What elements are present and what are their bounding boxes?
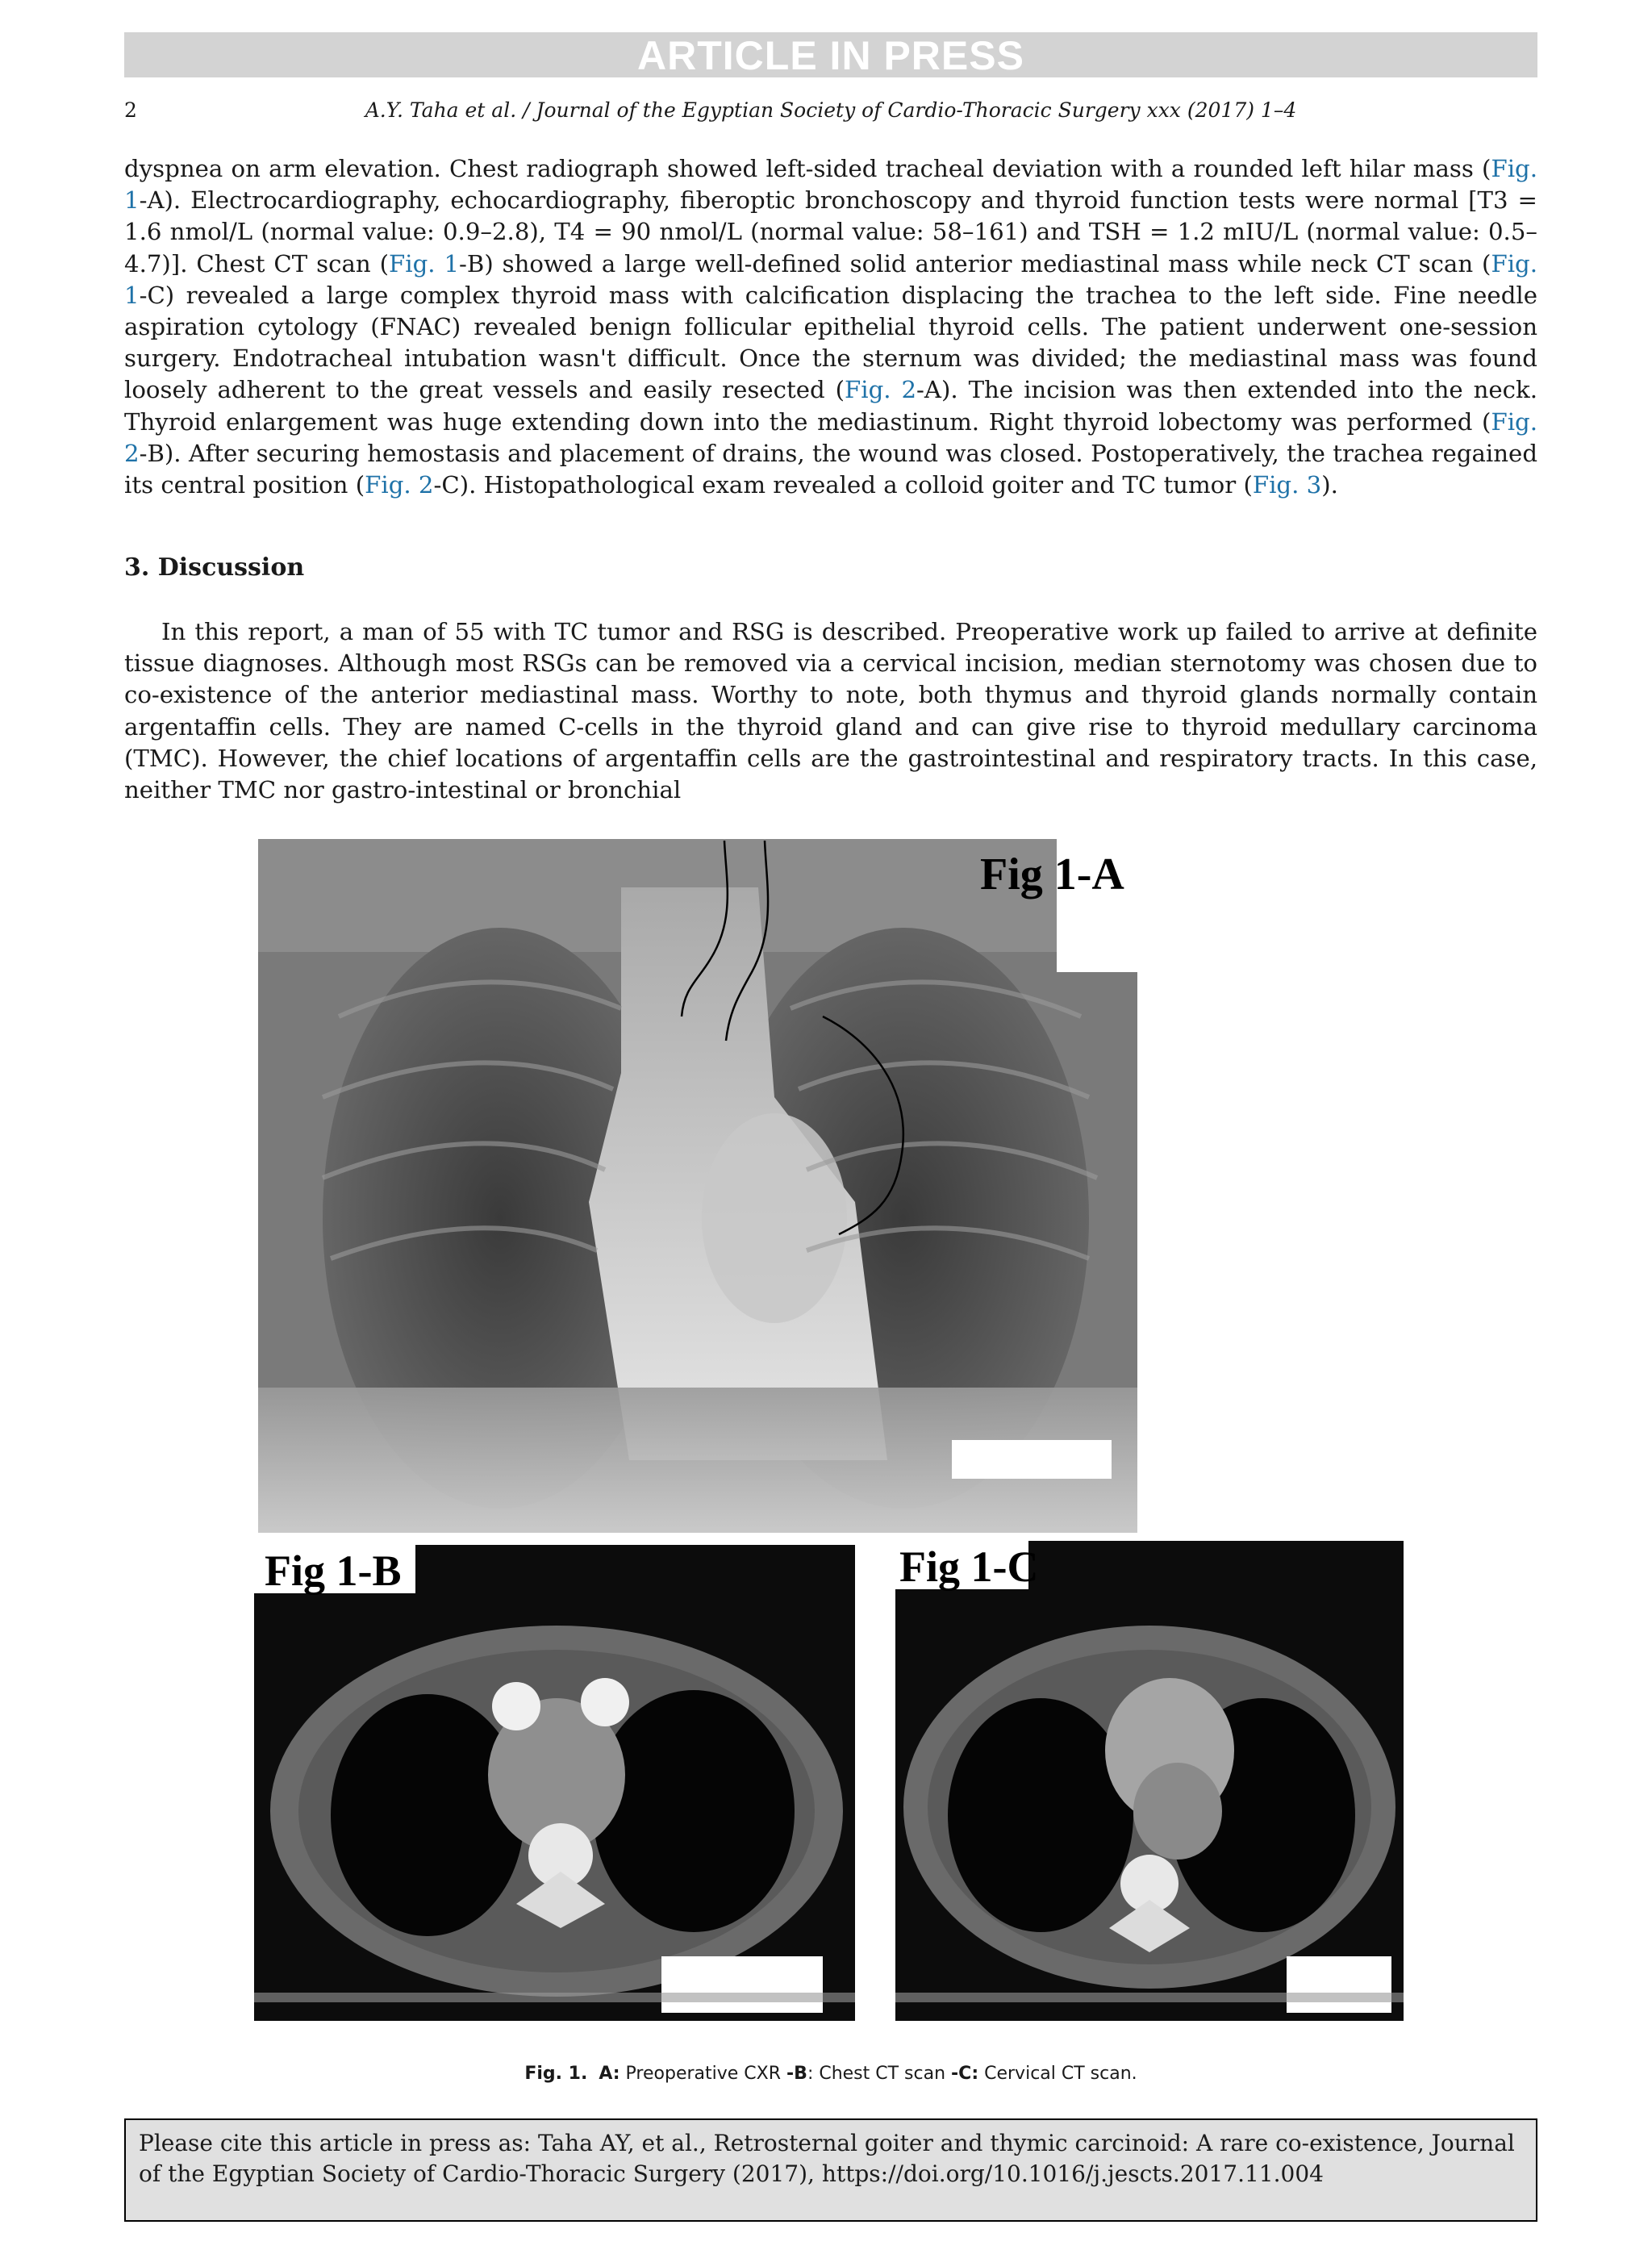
caption-text-b: : Chest CT scan (807, 2064, 952, 2084)
fig-1-link[interactable]: Fig. 1 (124, 249, 1537, 309)
citation-text: Please cite this article in press as: Taha AY, et al., Retrosternal goiter and thymic carcinoid: A rare co-existence, Journal of the Egyptian Society of Cardio-Thoracic Surgery (2017), https://doi.org/10.1016/j.jescts.2017.11.004 (139, 2130, 1515, 2187)
text-run: -A). Electrocardiography, echocardiography, fiberoptic bronchoscopy and thyroid function tests were normal [T3 = 1.6 nmol/L (normal value: 0.9–2.8), T4 = 90 nmol/L (normal value: 58–161) and TSH = 1.2 mIU/L (normal value: 0.5–4.7)]. Chest CT scan ( (124, 186, 1537, 278)
panel-c-label: Fig 1-C (899, 1542, 1039, 1591)
body-paragraph (124, 153, 1537, 501)
fig-2-link[interactable]: Fig. 2 (844, 376, 917, 404)
text-run: -C). Histopathological exam revealed a colloid goiter and TC tumor ( (433, 471, 1253, 499)
cervical-ct-panel (895, 1541, 1404, 2021)
body-paragraph: In this report, a man of 55 with TC tumor and RSG is described. Preoperative work up failed to arrive at definite tissue diagnoses. Although most RSGs can be removed via a cervical incision, median sternotomy was chosen due to co-existence of the anterior mediastinal mass. Worthy to note, both thymus and thyroid glands normally contain argentaffin cells. They are named C-cells in the thyroid gland and can give rise to thyroid medullary carcinoma (TMC). However, the chief locations of argentaffin cells are the gastrointestinal and respiratory tracts. In this case, neither TMC nor gastro-intestinal or bronchial (124, 618, 1537, 804)
fig-3-link[interactable]: Fig. 3 (1252, 471, 1322, 499)
panel-a-label: Fig 1-A (980, 849, 1124, 900)
caption-text-c: Cervical CT scan. (978, 2064, 1137, 2084)
text-run: -B). After securing hemostasis and placement of drains, the wound was closed. Postoperatively, the trachea regained its central position ( (124, 439, 1537, 499)
caption-label-c: -C: (951, 2064, 979, 2084)
fig-1-link[interactable]: Fig. 1 (124, 155, 1537, 215)
fig-2-link[interactable]: Fig. 2 (365, 471, 434, 499)
page-number: 2 (124, 98, 137, 122)
caption-label-b: -B (786, 2064, 807, 2084)
caption-label-a: A: (599, 2064, 620, 2084)
running-head: A.Y. Taha et al. / Journal of the Egyptian Society of Cardio-Thoracic Surgery xxx (2017) 1–4 (365, 98, 1297, 122)
text-run: -C) revealed a large complex thyroid mass with calcification displacing the trachea to the left side. Fine needle aspiration cytology (FNAC) revealed benign follicular epithelial thyroid cells. The patient underwent one-session surgery. Endotracheal intubation wasn't difficult. Once the sternum was divided; the mediastinal mass was found loosely adherent to the great vessels and easily resected ( (124, 281, 1537, 404)
text-run: -A). The incision was then extended into the neck. Thyroid enlargement was huge extending down into the mediastinum. Right thyroid lobectomy was performed ( (124, 376, 1537, 436)
article-in-press-banner: ARTICLE IN PRESS (124, 32, 1537, 77)
fig-2-link[interactable]: Fig. 2 (124, 407, 1537, 467)
figure-caption (124, 2062, 1537, 2086)
panel-b-label: Fig 1-B (265, 1546, 402, 1595)
chest-ct-panel (254, 1545, 855, 2021)
caption-text-a: Preoperative CXR (620, 2064, 787, 2084)
text-run: ). (1321, 471, 1338, 499)
text-run: dyspnea on arm elevation. Chest radiograph showed left-sided tracheal deviation with a rounded left hilar mass ( (124, 155, 1491, 182)
figure-1 (242, 831, 1420, 2033)
fig-1-link[interactable]: Fig. 1 (388, 249, 460, 278)
caption-figure-number: Fig. 1. (524, 2064, 588, 2084)
text-run: -B) showed a large well-defined solid anterior mediastinal mass while neck CT scan ( (459, 249, 1491, 278)
citation-box (124, 2118, 1537, 2222)
chest-radiograph-panel (258, 839, 1137, 1533)
section-heading: 3. Discussion (124, 553, 305, 582)
